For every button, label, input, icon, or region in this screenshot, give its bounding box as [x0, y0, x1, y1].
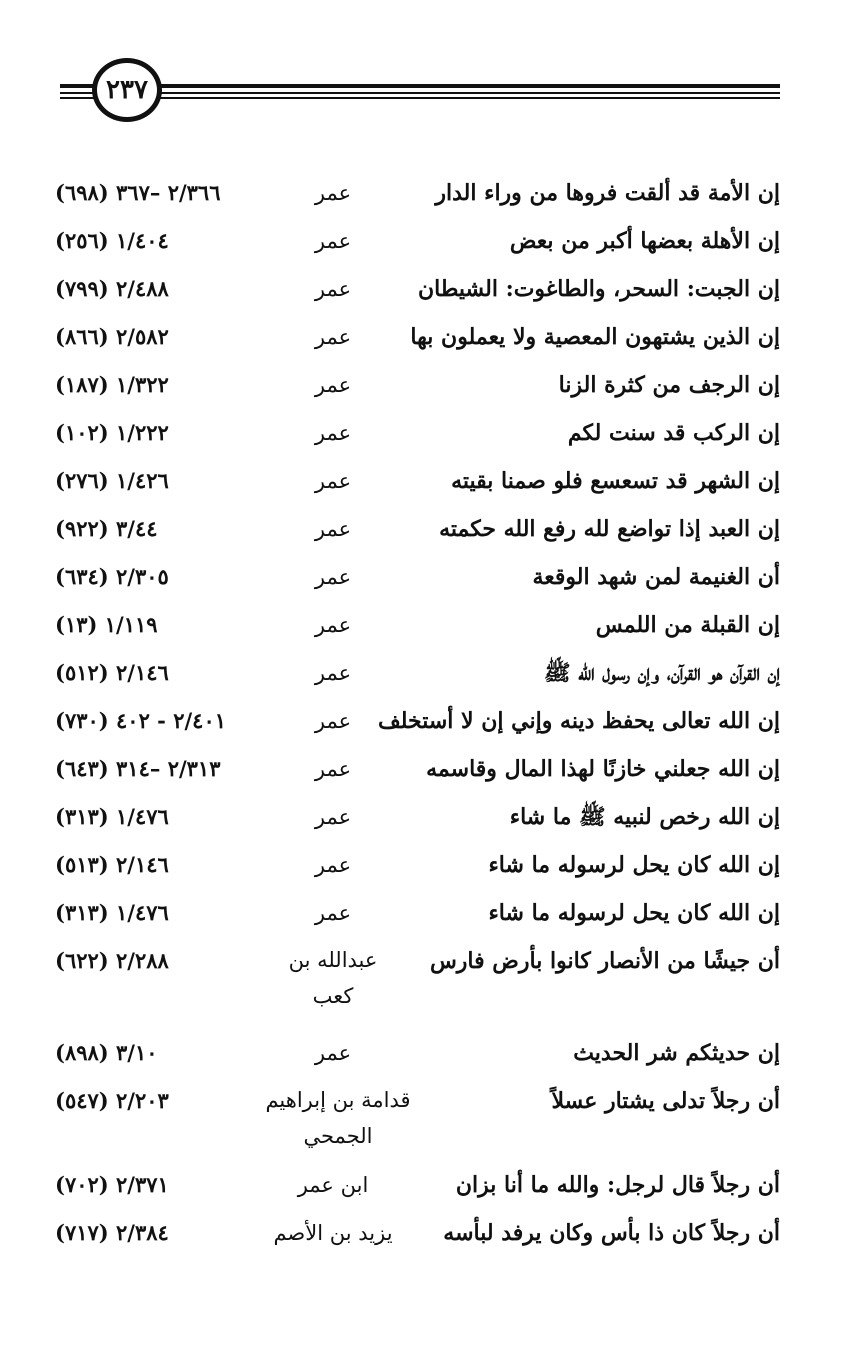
reference: ٣/١٠ (٨٩٨): [55, 1040, 158, 1065]
hadith-text: إن الله كان يحل لرسوله ما شاء: [488, 900, 780, 926]
reference: ٢/٤٨٨ (٧٩٩): [55, 276, 169, 301]
narrator: عمر: [314, 469, 352, 493]
narrator: عمر: [314, 613, 352, 637]
hadith-text: إن الرجف من كثرة الزنا: [558, 372, 780, 398]
table-row: [0, 650, 868, 698]
narrator: عمر: [314, 517, 352, 541]
hadith-text: أن الغنيمة لمن شهد الوقعة: [532, 564, 780, 590]
table-row: [0, 1078, 868, 1162]
header-rule: [60, 84, 780, 88]
reference: ٢/٥٨٢ (٨٦٦): [55, 324, 169, 349]
reference: ٢/١٤٦ (٥١٢): [55, 660, 169, 685]
reference: ٢/٢٨٨ (٦٢٢): [55, 948, 169, 973]
reference: ١/٤٧٦ (٣١٣): [55, 804, 169, 829]
table-row: [0, 170, 868, 218]
reference: ١/١١٩ (١٣): [55, 612, 158, 637]
reference: ٢/٢٠٣ (٥٤٧): [55, 1088, 169, 1113]
narrator: عمر: [314, 709, 352, 733]
hadith-text: إن القبلة من اللمس: [595, 612, 780, 638]
page-number: ٢٣٧: [92, 58, 162, 122]
hadith-text: إن الأهلة بعضها أكبر من بعض: [509, 228, 780, 254]
hadith-text: أن رجلاً كان ذا بأس وكان يرفد لبأسه: [443, 1220, 780, 1246]
reference: ٢/٣٠٥ (٦٣٤): [55, 564, 169, 589]
header-rule: [60, 97, 780, 99]
narrator: عمر: [314, 805, 352, 829]
index-table: [0, 170, 868, 1258]
narrator: عمر: [314, 901, 352, 925]
reference: ٢/٣٨٤ (٧١٧): [55, 1220, 169, 1245]
narrator: ابن عمر: [297, 1173, 369, 1197]
reference: ٢/٣٦٦ –٣٦٧ (٦٩٨): [55, 180, 221, 205]
hadith-text: أن رجلاً تدلى يشتار عسلاً: [551, 1088, 780, 1114]
table-row: [0, 842, 868, 890]
narrator: عمر: [314, 757, 352, 781]
table-row: [0, 794, 868, 842]
page-header: [0, 0, 868, 140]
hadith-text: إن الشهر قد تسعسع فلو صمنا بقيته: [451, 468, 780, 494]
hadith-text: إن الله كان يحل لرسوله ما شاء: [488, 852, 780, 878]
narrator: عمر: [314, 421, 352, 445]
hadith-text: أن رجلاً قال لرجل: والله ما أنا بزان: [455, 1172, 780, 1198]
table-row: [0, 218, 868, 266]
reference: ٢/٤٠١ - ٤٠٢ (٧٣٠): [55, 708, 227, 733]
hadith-text: إن حديثكم شر الحديث: [573, 1040, 780, 1066]
narrator: عمر: [314, 229, 352, 253]
table-row: [0, 554, 868, 602]
table-row: [0, 410, 868, 458]
narrator: عمر: [314, 277, 352, 301]
narrator: قدامة بن إبراهيم الجمحي: [265, 1088, 411, 1148]
hadith-text: إن الله رخص لنبيه ﷺ ما شاء: [509, 804, 780, 830]
table-row: [0, 1162, 868, 1210]
table-row: [0, 362, 868, 410]
hadith-text: أن جيشًا من الأنصار كانوا بأرض فارس: [429, 948, 780, 974]
table-row: [0, 506, 868, 554]
narrator: عمر: [314, 325, 352, 349]
reference: ١/٤٠٤ (٢٥٦): [55, 228, 169, 253]
narrator: عمر: [314, 181, 352, 205]
header-rule: [60, 92, 780, 94]
reference: ١/٢٢٢ (١٠٢): [55, 420, 169, 445]
reference: ١/٤٧٦ (٣١٣): [55, 900, 169, 925]
hadith-text: إن الله جعلني خازنًا لهذا المال وقاسمه: [426, 756, 780, 782]
hadith-text: إن العبد إذا تواضع لله رفع الله حكمته: [439, 516, 780, 542]
narrator: عمر: [314, 1041, 352, 1065]
hadith-text: إن القرآن هو القرآن، وإن رسول الله ﷺ: [543, 660, 780, 686]
reference: ٢/١٤٦ (٥١٣): [55, 852, 169, 877]
narrator: يزيد بن الأصم: [273, 1221, 393, 1245]
hadith-text: إن الأمة قد ألقت فروها من وراء الدار: [435, 180, 780, 206]
narrator: عمر: [314, 661, 352, 685]
table-row: [0, 698, 868, 746]
reference: ١/٤٢٦ (٢٧٦): [55, 468, 169, 493]
table-row: [0, 1210, 868, 1258]
table-row: [0, 458, 868, 506]
table-row: [0, 890, 868, 938]
table-row: [0, 746, 868, 794]
reference: ٣/٤٤ (٩٢٢): [55, 516, 158, 541]
table-row: [0, 938, 868, 1030]
table-row: [0, 1030, 868, 1078]
hadith-text: إن الركب قد سنت لكم: [567, 420, 780, 446]
table-row: [0, 266, 868, 314]
narrator: عبدالله بن كعب: [288, 948, 378, 1008]
reference: ٢/٣١٣ –٣١٤ (٦٤٣): [55, 756, 221, 781]
reference: ١/٣٢٢ (١٨٧): [55, 372, 169, 397]
hadith-text: إن الذين يشتهون المعصية ولا يعملون بها: [410, 324, 780, 350]
table-row: [0, 602, 868, 650]
reference: ٢/٣٧١ (٧٠٢): [55, 1172, 169, 1197]
table-row: [0, 314, 868, 362]
narrator: عمر: [314, 565, 352, 589]
narrator: عمر: [314, 373, 352, 397]
hadith-text: إن الله تعالى يحفظ دينه وإني إن لا أستخلف: [377, 708, 780, 734]
hadith-text: إن الجبت: السحر، والطاغوت: الشيطان: [417, 276, 780, 302]
narrator: عمر: [314, 853, 352, 877]
